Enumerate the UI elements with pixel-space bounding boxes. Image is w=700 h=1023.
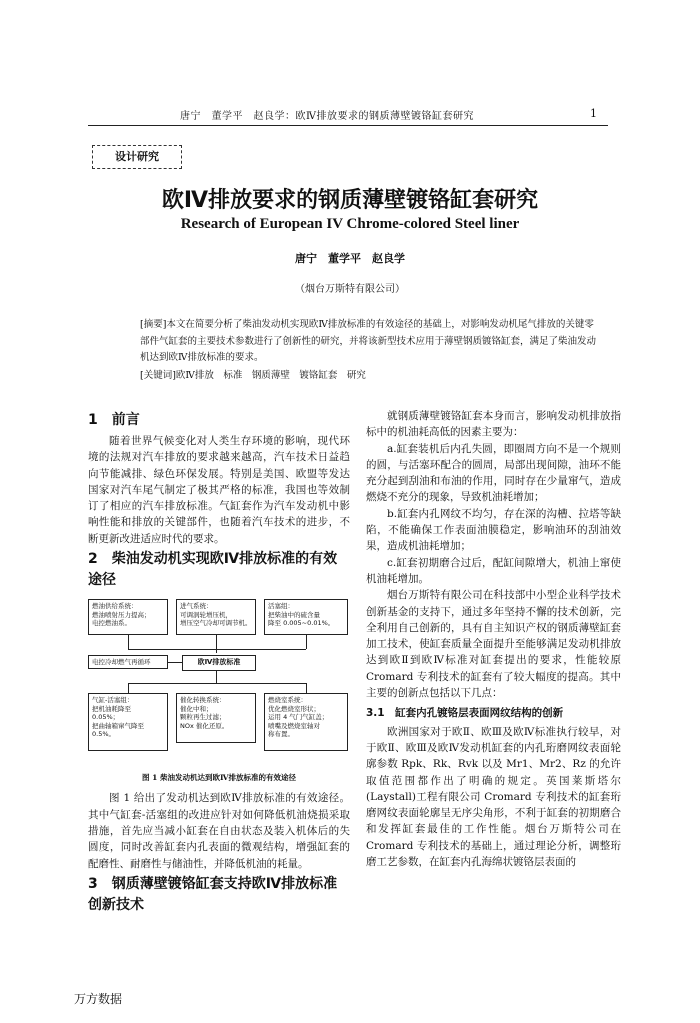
figure-1-diagram (88, 599, 350, 764)
right-item-a: a.缸套装机后内孔失圆，即圈周方向不是一个规则的圆，与活塞环配合的圆周，局部出现间隙，油环不能充分起到刮油和布油的作用，同时存在少量窜气，造成燃烧不充分的现象，导致机油耗增加； (366, 442, 621, 504)
right-paragraph-3-1: 欧洲国家对于欧Ⅱ、欧Ⅲ及欧Ⅳ标准执行较早，对于欧Ⅱ、欧Ⅲ及欧Ⅳ发动机缸套的内孔珩磨网纹表面轮廓参数 Rpk、Rk、Rvk 以及 Mr1、Mr2、Rz 的允许取值范围都作出了明确的规定。英国莱斯塔尔(Laystall)工程有限公司 Cromard 专利技术的缸套珩磨网纹表面轮廓呈无序尖角形，不利于缸套的初期磨合和发挥缸套最佳的工作性能。烟台万斯特公司在 Cromard 专利技术的基础上，通过理论分析，调整珩磨工艺参数，在缸套内孔海绵状镀铬层表面的 (366, 725, 621, 869)
right-paragraph-intro: 就钢质薄壁镀铬缸套本身而言，影响发动机排放指标中的机油耗高低的因素主要为： (366, 410, 621, 439)
fig-connector (306, 683, 307, 693)
page-number: 1 (590, 107, 597, 120)
title-english: Research of European IV Chrome-colored Steel liner (180, 216, 520, 232)
fig-connector (128, 649, 306, 650)
fig-box-catalyst: 催化转换系统： 催化中和； 颗粒再生过滤； NOx 催化还原。 (176, 693, 256, 743)
fig-box-piston-group: 活塞组： 把柴油中的硫含量 降至 0.005~0.01%。 (264, 599, 348, 635)
running-title: 唐宁 董学平 赵良学：欧Ⅳ排放要求的钢质薄壁镀铬缸套研究 (180, 111, 474, 122)
fig-connector (216, 635, 217, 653)
section-2-heading: 2 柴油发动机实现欧Ⅳ排放标准的有效途径 (88, 551, 338, 589)
right-item-c: c.缸套初期磨合过后，配缸间隙增大，机油上窜使机油耗增加。 (366, 556, 621, 585)
fig-box-combustion: 燃烧室系统： 优化燃烧室形状； 运用 4 气门气缸盖； 喷嘴及燃烧室轴对 称布置。 (264, 693, 348, 751)
fig-box-intake-system: 进气系统： 可调涡轮增压机， 增压空气冷却可调节机。 (176, 599, 256, 635)
fig-connector (216, 671, 217, 683)
fig-connector (306, 635, 307, 649)
fig-box-euro4-standard: 欧Ⅳ排放标准 (182, 655, 256, 671)
section-1-paragraph: 随着世界气候变化对人类生存环境的影响，现代环境的法规对汽车排放的要求越来越高，汽车技术日益趋向节能减排、绿色环保发展。特别是美国、欧盟等发达国家对汽车尾气制定了极其严格的标准，我国也等效制订了相应的汽车排放标准。气缸套作为汽车发动机中影响性能和排放的关键部件，也随着汽车技术的进步，不断更新改进适应时代的要求。 (88, 435, 350, 545)
fig-box-egr: 电控冷却燃气再循环 (88, 655, 168, 669)
section-3-heading: 3 钢质薄壁镀铬缸套支持欧Ⅳ排放标准创新技术 (88, 875, 338, 913)
footer-watermark: 万方数据 (74, 992, 123, 1006)
section-1-heading: 1 前言 (88, 412, 140, 428)
subsection-3-1-heading: 3.1 缸套内孔镀铬层表面网纹结构的创新 (366, 707, 564, 720)
abstract: [摘要]本文在简要分析了柴油发动机实现欧Ⅳ排放标准的有效途径的基础上，对影响发动机尾气排放的关键零部件气缸套的主要技术参数进行了创新性的研究，并将该新型技术应用于薄壁钢质镀铬缸套，满足了柴油发动机达到欧Ⅳ排放标准的要求。 (140, 319, 597, 363)
fig-box-cylinder-piston: 气缸-活塞组： 把机油耗降至 0.05%； 把曲轴箱窜气降至 0.5%。 (88, 693, 168, 751)
affiliation: （烟台万斯特有限公司） (295, 284, 405, 295)
keywords: [关键词]欧Ⅳ排放 标准 钢质薄壁 镀铬缸套 研究 (140, 370, 366, 381)
header-rule (88, 125, 608, 126)
title-chinese: 欧Ⅳ排放要求的钢质薄壁镀铬缸套研究 (161, 188, 539, 213)
figure-caption: 图 1 柴油发动机达到欧Ⅳ排放标准的有效途径 (142, 773, 296, 783)
fig-connector (168, 662, 182, 663)
right-paragraph-company: 烟台万斯特有限公司在科技部中小型企业科学技术创新基金的支持下，通过多年坚持不懈的技术创新，完全利用自己创新的，具有自主知识产权的钢质薄壁缸套加工技术，使缸套质量全面提升至能够满足发动机排放达到欧Ⅱ到欧Ⅳ标准对缸套提出的要求，性能较原 Cromard 专利技术的缸套有了较大幅度的提高。其中主要的创新点包括以下几点： (366, 589, 621, 700)
authors: 唐宁 董学平 赵良学 (295, 252, 405, 265)
section-tag: 设计研究 (92, 145, 182, 169)
right-item-b: b.缸套内孔网纹不均匀，存在深的沟槽、拉塔等缺陷，不能确保工作表面油膜稳定，影响油环的刮油效果，造成机油耗增加； (366, 507, 621, 553)
section-2-paragraph: 图 1 给出了发动机达到欧Ⅳ排放标准的有效途径。其中气缸套-活塞组的改进应针对如何降低机油烧损采取措施，首先应当减小缸套在自由状态及装入机体后的失圆度，同时改善缸套内孔表面的微观结构，增强缸套的配磨性、耐磨性与储油性，并降低机油的耗量。 (88, 792, 350, 870)
fig-connector (128, 683, 306, 684)
right-column (366, 408, 621, 870)
left-column (88, 408, 350, 918)
fig-box-fuel-system: 燃油供给系统： 燃油喷射压力提高； 电控燃油系。 (88, 599, 168, 635)
fig-connector (128, 683, 129, 693)
fig-connector (128, 635, 129, 649)
